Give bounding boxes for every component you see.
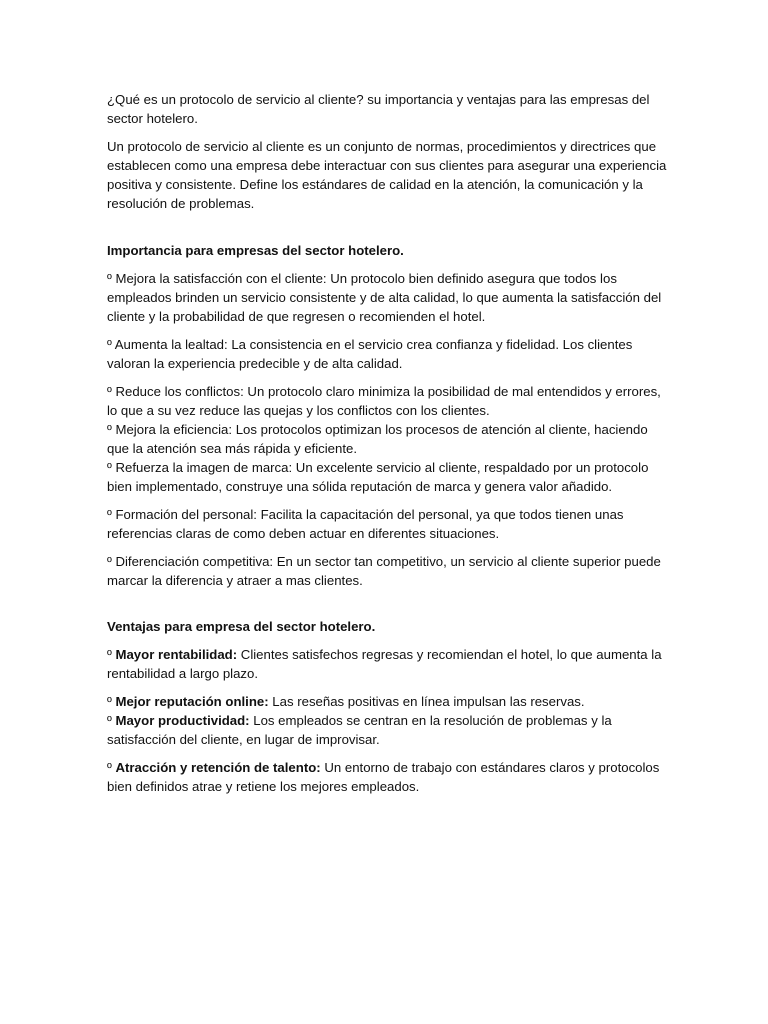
ventaja-term: Mayor productividad: [115,713,250,728]
ventajas-item-talento [107,758,668,796]
bullet: º [107,760,116,775]
intro-question: ¿Qué es un protocolo de servicio al cliente? su importancia y ventajas para las empresas del sector hotelero. [107,92,650,126]
ventajas-item-rentabilidad [107,645,668,683]
ventajas-item-productividad [107,711,668,749]
importancia-heading: Importancia para empresas del sector hotelero. [107,243,404,258]
importancia-item-lealtad: º Aumenta la lealtad: La consistencia en el servicio crea confianza y fidelidad. Los clientes valoran la experiencia predecible y de alta calidad. [107,337,633,371]
ventaja-term: Mayor rentabilidad: [115,647,238,662]
bullet: º [107,694,116,709]
ventajas-heading: Ventajas para empresa del sector hotelero. [107,619,376,634]
bullet: º [107,713,116,728]
intro-definition: Un protocolo de servicio al cliente es un conjunto de normas, procedimientos y directrices que establecen como una empresa debe interactuar con sus clientes para asegurar una experiencia positiva y consistente. Define los estándares de calidad en la atención, la comunicación y la resolución de problemas. [107,139,667,211]
importancia-item-imagen: º Refuerza la imagen de marca: Un excelente servicio al cliente, respaldado por un protocolo bien implementado, construye una sólida reputación de marca y genera valor añadido. [107,460,649,494]
ventaja-text: Un entorno de trabajo con estándares claros y protocolos bien definidos atrae y retiene los mejores empleados. [107,760,660,794]
importancia-item-eficiencia: º Mejora la eficiencia: Los protocolos optimizan los procesos de atención al cliente, haciendo que la atención sea más rápida y eficiente. [107,422,648,456]
ventaja-text: Clientes satisfechos regresas y recomiendan el hotel, lo que aumenta la rentabilidad a largo plazo. [107,647,662,681]
ventaja-term: Atracción y retención de talento: [115,760,321,775]
ventajas-item-reputacion [107,692,668,711]
ventaja-text: Las reseñas positivas en línea impulsan las reservas. [268,694,585,709]
ventaja-term: Mejor reputación online: [115,694,269,709]
importancia-item-satisfaccion: º Mejora la satisfacción con el cliente: Un protocolo bien definido asegura que todos los empleados brinden un servicio consistente y de alta calidad, lo que aumenta la satisfacción del cliente y la probabilidad de que regresen o recomienden el hotel. [107,271,662,324]
importancia-item-formacion: º Formación del personal: Facilita la capacitación del personal, ya que todos tienen unas referencias claras de como deben actuar en diferentes situaciones. [107,507,624,541]
importancia-item-diferenciacion: º Diferenciación competitiva: En un sector tan competitivo, un servicio al cliente superior puede marcar la diferencia y atraer a mas clientes. [107,554,661,588]
ventaja-text: Los empleados se centran en la resolución de problemas y la satisfacción del cliente, en lugar de improvisar. [107,713,612,747]
bullet: º [107,647,116,662]
importancia-item-conflictos: º Reduce los conflictos: Un protocolo claro minimiza la posibilidad de mal entendidos y errores, lo que a su vez reduce las quejas y los conflictos con los clientes. [107,384,661,418]
